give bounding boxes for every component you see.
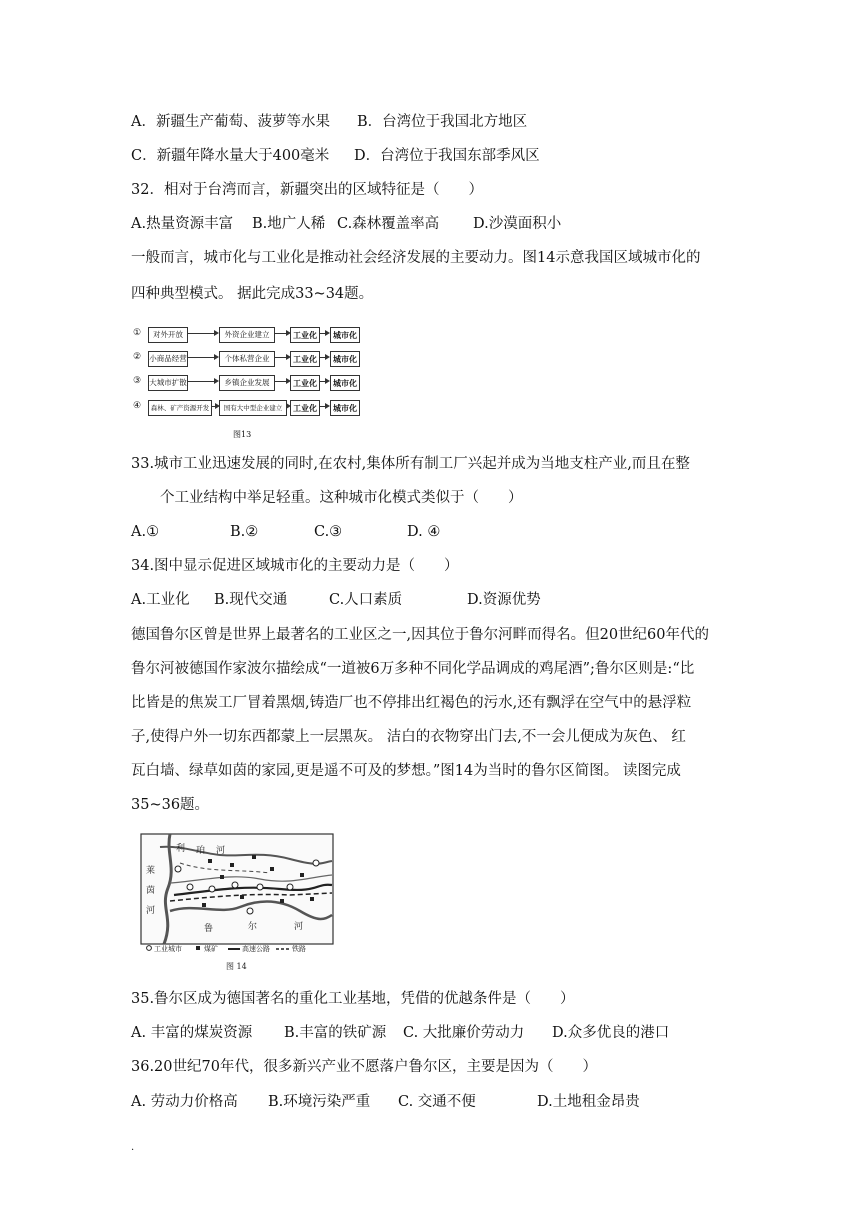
page-marker: . bbox=[131, 1142, 135, 1153]
flow-box-industrialization: 工业化 bbox=[290, 351, 320, 367]
flow-box-industrialization: 工业化 bbox=[290, 400, 320, 416]
flow-box-industrialization: 工业化 bbox=[290, 327, 320, 343]
arrow-icon bbox=[275, 333, 287, 334]
q33-option-c: C.③ bbox=[314, 524, 343, 540]
flow-box-urbanization: 城市化 bbox=[330, 400, 360, 416]
city-legend-icon bbox=[146, 945, 152, 951]
highway-legend-icon bbox=[228, 947, 240, 951]
q34-stem: 34.图中显示促进区域城市化的主要动力是（ ） bbox=[131, 558, 459, 574]
map-label-rhine: 茵 bbox=[146, 886, 156, 896]
flow-box-enterprise: 个体私营企业 bbox=[219, 351, 275, 367]
figure-caption: 图 14 bbox=[226, 962, 247, 971]
intro2-line6: 35~36题。 bbox=[131, 797, 210, 813]
map-label-lippe: 河 bbox=[216, 846, 226, 856]
flow-box-start: 对外开放 bbox=[148, 327, 188, 343]
row-number: ④ bbox=[133, 401, 142, 411]
q36-option-d: D.土地租金昂贵 bbox=[537, 1094, 640, 1110]
arrow-icon bbox=[188, 381, 215, 382]
row-number: ③ bbox=[133, 376, 142, 386]
coal-legend-icon bbox=[196, 946, 201, 951]
q36-option-c: C. 交通不便 bbox=[398, 1094, 476, 1110]
q31-option-a: A．新疆生产葡萄、菠萝等水果 bbox=[131, 114, 330, 130]
q33-option-d: D. ④ bbox=[407, 524, 441, 540]
map-label-rhine: 莱 bbox=[146, 866, 156, 876]
map-label-rhine: 河 bbox=[146, 906, 156, 916]
figure-caption: 图13 bbox=[233, 430, 252, 439]
flow-row-2 bbox=[131, 349, 363, 371]
arrow-icon bbox=[286, 406, 287, 407]
rail-legend-icon bbox=[276, 947, 290, 951]
flow-row-3 bbox=[131, 373, 363, 395]
ruhr-map-svg bbox=[140, 833, 336, 955]
arrow-icon bbox=[275, 357, 287, 358]
row-number: ① bbox=[133, 328, 142, 338]
q35-option-d: D.众多优良的港口 bbox=[552, 1025, 670, 1041]
map-label-ruhr: 尔 bbox=[248, 922, 258, 932]
legend-rail: 铁路 bbox=[292, 945, 306, 953]
arrow-icon bbox=[320, 357, 326, 358]
intro2-line3: 比皆是的焦炭工厂冒着黑烟,铸造厂也不停排出红褐色的污水,还有飘浮在空气中的悬浮粒 bbox=[131, 695, 692, 711]
q33-option-b: B.② bbox=[230, 524, 259, 540]
intro2-line1: 德国鲁尔区曾是世界上最著名的工业区之一,因其位于鲁尔河畔而得名。但20世纪60年代的 bbox=[131, 627, 710, 643]
arrow-icon bbox=[188, 357, 215, 358]
q35-option-c: C. 大批廉价劳动力 bbox=[403, 1025, 525, 1041]
q35-option-b: B.丰富的铁矿源 bbox=[284, 1025, 387, 1041]
arrow-icon bbox=[211, 406, 216, 407]
q32-option-b: B.地广人稀 bbox=[252, 216, 326, 232]
q34-option-c: C.人口素质 bbox=[329, 592, 403, 608]
arrow-icon bbox=[275, 381, 287, 382]
arrow-icon bbox=[188, 333, 215, 334]
legend-city: 工业城市 bbox=[154, 945, 182, 953]
intro2-line2: 鲁尔河被德国作家波尔描绘成“一道被6万多种不同化学品调成的鸡尾酒”;鲁尔区则是:“比 bbox=[131, 661, 695, 677]
q34-option-d: D.资源优势 bbox=[467, 592, 541, 608]
q33-option-a: A.① bbox=[131, 524, 160, 540]
intro1-line1: 一般而言，城市化与工业化是推动社会经济发展的主要动力。图14示意我国区域城市化的 bbox=[131, 250, 701, 266]
flow-row-4 bbox=[131, 398, 363, 420]
q33-stem-line2: 个工业结构中举足轻重。这种城市化模式类似于（ ） bbox=[160, 490, 523, 506]
flow-box-enterprise: 乡镇企业发展 bbox=[219, 375, 275, 391]
q32-option-c: C.森林覆盖率高 bbox=[337, 216, 440, 232]
intro2-line4: 子,使得户外一切东西都蒙上一层黑灰。 洁白的衣物穿出门去,不一会儿便成为灰色、 红 bbox=[131, 729, 686, 745]
q36-stem: 36.20世纪70年代，很多新兴产业不愿落户鲁尔区，主要是因为（ ） bbox=[131, 1059, 597, 1075]
q33-stem-line1: 33.城市工业迅速发展的同时,在农村,集体所有制工厂兴起并成为当地支柱产业,而且在整 bbox=[131, 456, 690, 472]
q32-option-a: A.热量资源丰富 bbox=[131, 216, 234, 232]
legend-highway: 高速公路 bbox=[242, 945, 270, 953]
flow-row-1 bbox=[131, 325, 363, 347]
row-number: ② bbox=[133, 352, 142, 362]
flow-box-start: 森林、矿产资源开发 bbox=[148, 400, 212, 416]
q35-stem: 35.鲁尔区成为德国著名的重化工业基地，凭借的优越条件是（ ） bbox=[131, 991, 575, 1007]
map-label-lippe: 珀 bbox=[196, 846, 206, 856]
flow-box-start: 小商品经营 bbox=[148, 351, 188, 367]
q31-option-b: B．台湾位于我国北方地区 bbox=[357, 114, 528, 130]
q35-option-a: A. 丰富的煤炭资源 bbox=[131, 1025, 253, 1041]
flow-box-enterprise: 国有大中型企业建立 bbox=[219, 400, 287, 416]
q31-option-c: C．新疆年降水量大于400毫米 bbox=[131, 148, 330, 164]
arrow-icon bbox=[320, 406, 326, 407]
flow-box-urbanization: 城市化 bbox=[330, 375, 360, 391]
map-label-ruhr: 河 bbox=[294, 922, 304, 932]
intro2-line5: 瓦白墙、绿草如茵的家园,更是遥不可及的梦想。”图14为当时的鲁尔区简图。 读图完成 bbox=[131, 763, 681, 779]
q32-stem: 32．相对于台湾而言，新疆突出的区域特征是（ ） bbox=[131, 182, 483, 198]
flow-box-enterprise: 外资企业建立 bbox=[219, 327, 275, 343]
q31-option-d: D．台湾位于我国东部季风区 bbox=[354, 148, 540, 164]
intro1-line2: 四种典型模式。 据此完成33~34题。 bbox=[131, 286, 374, 302]
q36-option-a: A. 劳动力价格高 bbox=[131, 1094, 238, 1110]
q34-option-b: B.现代交通 bbox=[214, 592, 288, 608]
map-label-lippe: 利 bbox=[176, 844, 186, 854]
q34-option-a: A.工业化 bbox=[131, 592, 190, 608]
figure-13-flowchart bbox=[131, 318, 363, 442]
arrow-icon bbox=[320, 333, 326, 334]
flow-box-urbanization: 城市化 bbox=[330, 351, 360, 367]
flow-box-urbanization: 城市化 bbox=[330, 327, 360, 343]
q36-option-b: B.环境污染严重 bbox=[268, 1094, 371, 1110]
flow-box-industrialization: 工业化 bbox=[290, 375, 320, 391]
figure-14-ruhr-map bbox=[140, 833, 336, 975]
flow-box-start: 大城市扩散 bbox=[148, 375, 188, 391]
legend-coal: 煤矿 bbox=[204, 945, 218, 953]
arrow-icon bbox=[320, 381, 326, 382]
map-label-ruhr: 鲁 bbox=[204, 924, 214, 934]
q32-option-d: D.沙漠面积小 bbox=[473, 216, 562, 232]
